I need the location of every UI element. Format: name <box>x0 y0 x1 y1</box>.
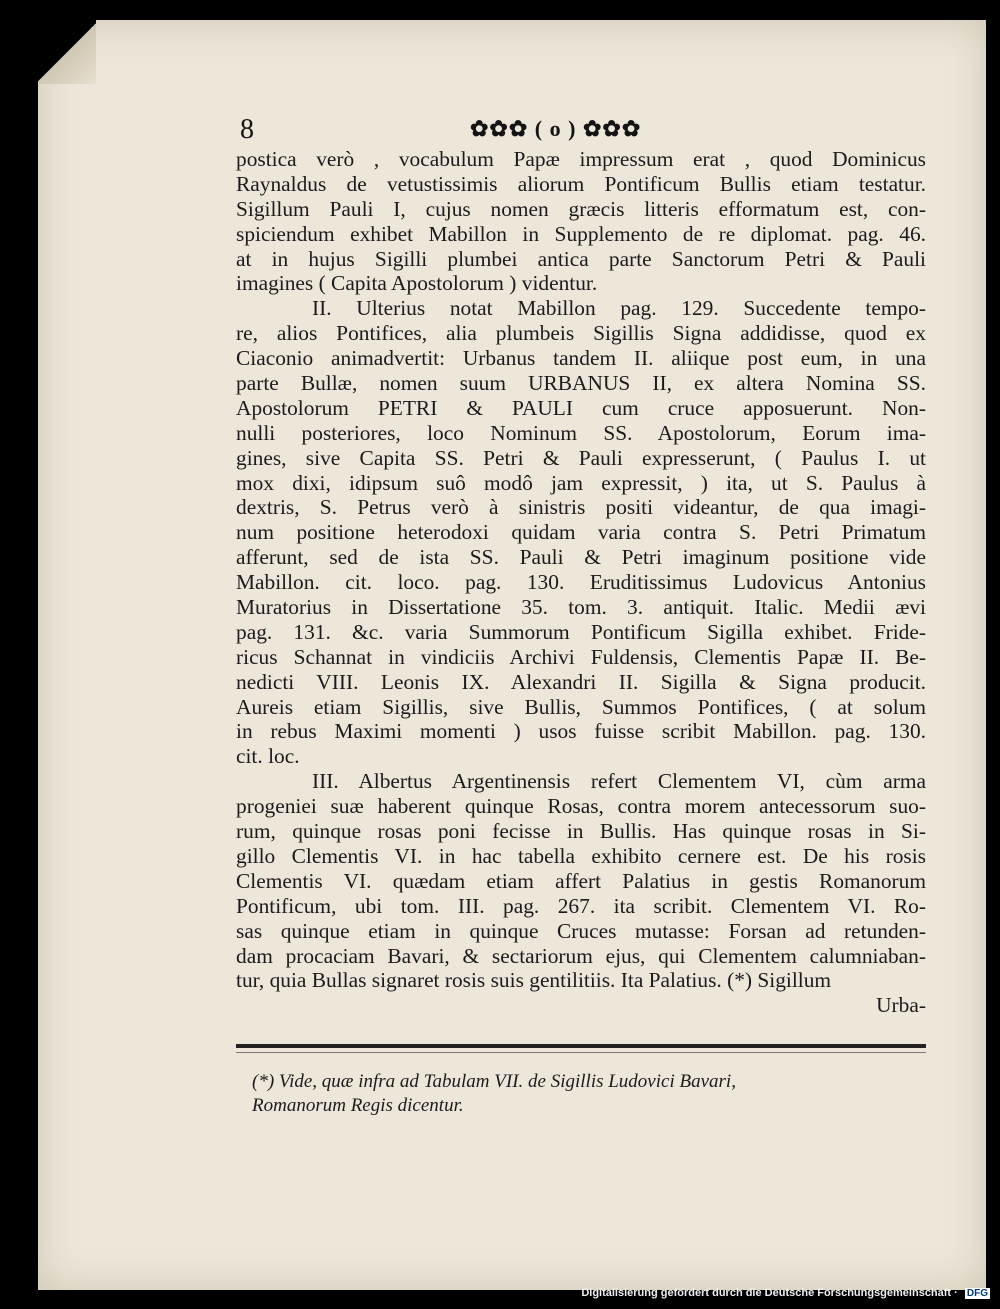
text-line: tur, quia Bullas signaret rosis suis gentilitiis. Ita Palatius. (*) Sigillum <box>236 968 832 993</box>
text-line: Sigillum Pauli I, cujus nomen græcis litteris efformatum est, con- <box>236 196 926 221</box>
digitization-credit <box>581 1287 990 1303</box>
credit-text: Digitalisierung gefördert durch die Deutsche Forschungsgemeinschaft · <box>581 1287 958 1299</box>
footnote-rule <box>236 1044 926 1048</box>
footnote <box>252 1070 932 1118</box>
text-line: pag. 131. &c. varia Summorum Pontificum Sigilla exhibet. Fride- <box>236 619 926 644</box>
text-line: Ciaconio animadvertit: Urbanus tandem II. aliique post eum, in una <box>236 346 926 371</box>
dfg-logo: DFG <box>966 1288 988 1299</box>
footnote-rule-thin <box>236 1052 926 1053</box>
footnote-line: Romanorum Regis dicentur. <box>252 1095 464 1116</box>
text-line: Mabillon. cit. loco. pag. 130. Eruditissimus Ludovicus Antonius <box>236 570 926 595</box>
text-line: sas quinque etiam in quinque Cruces mutasse: Forsan ad retunden- <box>236 918 926 943</box>
text-line: gines, sive Capita SS. Petri & Pauli expresserunt, ( Paulus I. ut <box>236 445 926 470</box>
text-line: spiciendum exhibet Mabillon in Supplemento de re diplomat. pag. 46. <box>236 221 926 246</box>
text-line: Pontificum, ubi tom. III. pag. 267. ita scribit. Clementem VI. Ro- <box>236 893 926 918</box>
text-line: afferunt, sed de ista SS. Pauli & Petri imaginum positione vide <box>236 545 926 570</box>
page-number: 8 <box>240 114 254 145</box>
text-line: in rebus Maximi momenti ) usos fuisse scribit Mabillon. pag. 130. <box>236 719 926 744</box>
text-line: at in hujus Sigilli plumbei antica parte Sanctorum Petri & Pauli <box>236 246 926 271</box>
text-line: ricus Schannat in vindiciis Archivi Fuldensis, Clementis Papæ II. Be- <box>236 644 926 669</box>
page-corner-fold <box>38 20 96 84</box>
text-line: Clementis VI. quædam etiam affert Palatius in gestis Romanorum <box>236 868 926 893</box>
text-line: num positione heterodoxi quidam varia contra S. Petri Primatum <box>236 520 926 545</box>
text-line: Aureis etiam Sigillis, sive Bullis, Summos Pontifices, ( at solum <box>236 694 926 719</box>
text-line: dextris, S. Petrus verò à sinistris positi videantur, de qua imagi- <box>236 495 926 520</box>
text-line: dam procaciam Bavari, & sectariorum ejus, qui Clementem calumniaban- <box>236 943 926 968</box>
text-line: II. Ulterius notat Mabillon pag. 129. Succedente tempo- <box>312 296 926 321</box>
text-line: mox dixi, idipsum suô modô jam expressit, ) ita, ut S. Paulus à <box>236 470 926 495</box>
text-line: parte Bullæ, nomen suum URBANUS II, ex altera Nomina SS. <box>236 371 926 396</box>
text-line: gillo Clementis VI. in hac tabella exhibito cernere est. De his rosis <box>236 843 926 868</box>
text-line: III. Albertus Argentinensis refert Clementem VI, cùm arma <box>312 769 926 794</box>
header-ornament: ✿✿✿ ( o ) ✿✿✿ <box>470 116 642 141</box>
text-line: postica verò , vocabulum Papæ impressum erat , quod Dominicus <box>236 147 926 171</box>
text-line: rum, quinque rosas poni fecisse in Bullis. Has quinque rosas in Si- <box>236 819 926 844</box>
text-line: nulli posteriores, loco Nominum SS. Apostolorum, Eorum ima- <box>236 420 926 445</box>
text-line: progeniei suæ haberent quinque Rosas, contra morem antecessorum suo- <box>236 794 926 819</box>
text-line: nedicti VIII. Leonis IX. Alexandri II. Sigilla & Signa producit. <box>236 669 926 694</box>
page-header <box>240 114 940 148</box>
text-line: cit. loc. <box>236 744 300 769</box>
text-line: Apostolorum PETRI & PAULI cum cruce apposuerunt. Non- <box>236 395 926 420</box>
text-line: imagines ( Capita Apostolorum ) videntur. <box>236 271 598 296</box>
text-line: Raynaldus de vetustissimis aliorum Pontificum Bullis etiam testatur. <box>236 171 926 196</box>
text-line: re, alios Pontifices, alia plumbeis Sigillis Signa addidisse, quod ex <box>236 321 926 346</box>
body-text <box>236 147 926 1018</box>
text-line: Urba- <box>876 993 926 1018</box>
footnote-line: (*) Vide, quæ infra ad Tabulam VII. de Sigillis Ludovici Bavari, <box>252 1071 736 1092</box>
text-line: Muratorius in Dissertatione 35. tom. 3. antiquit. Italic. Medii ævi <box>236 595 926 620</box>
